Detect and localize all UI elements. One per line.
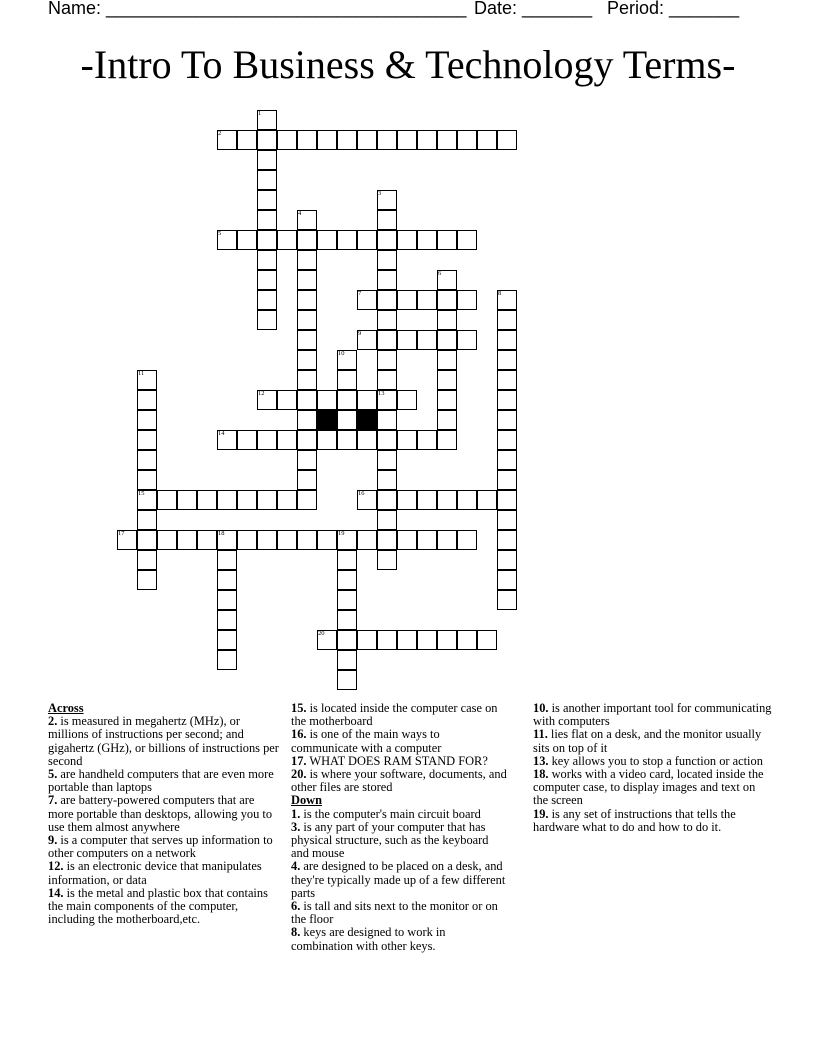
clue-column-1 (48, 702, 280, 926)
grid-cell[interactable] (217, 570, 237, 590)
grid-cell[interactable] (497, 450, 517, 470)
grid-cell[interactable] (437, 270, 457, 290)
clue-section-heading: Down (291, 793, 322, 808)
grid-cell[interactable] (497, 370, 517, 390)
grid-cell[interactable] (357, 630, 377, 650)
grid-cell[interactable] (337, 350, 357, 370)
clue-number: 18 (218, 530, 225, 537)
clue-item-number: 16. (291, 727, 307, 742)
clue-item (291, 768, 509, 794)
clue-item-text: are handheld computers that are even more portable than laptops (48, 767, 274, 795)
clue-item-number: 6. (291, 899, 301, 914)
grid-cell[interactable] (237, 130, 257, 150)
clue-column-2 (291, 702, 509, 953)
grid-cell[interactable] (157, 530, 177, 550)
grid-cell[interactable] (337, 590, 357, 610)
grid-cell[interactable] (377, 330, 397, 350)
grid-cell[interactable] (257, 270, 277, 290)
grid-cell[interactable] (377, 630, 397, 650)
grid-cell[interactable] (297, 230, 317, 250)
grid-cell[interactable] (377, 410, 397, 430)
grid-cell[interactable] (417, 490, 437, 510)
grid-cell[interactable] (137, 370, 157, 390)
grid-cell[interactable] (437, 430, 457, 450)
grid-cell[interactable] (217, 430, 237, 450)
clue-item (48, 794, 280, 834)
grid-cell[interactable] (137, 530, 157, 550)
grid-cell[interactable] (217, 230, 237, 250)
grid-cell[interactable] (417, 130, 437, 150)
grid-cell[interactable] (357, 430, 377, 450)
grid-cell[interactable] (337, 370, 357, 390)
grid-cell[interactable] (237, 430, 257, 450)
name-field[interactable]: Name: ____________________________________ (48, 0, 467, 18)
grid-cell[interactable] (217, 530, 237, 550)
grid-cell[interactable] (377, 270, 397, 290)
grid-cell[interactable] (177, 490, 197, 510)
clue-item-text: are battery-powered computers that are more portable than desktops, allowing you to use them almost anywhere (48, 793, 273, 834)
grid-cell[interactable] (377, 130, 397, 150)
grid-cell[interactable] (497, 490, 517, 510)
grid-cell[interactable] (117, 530, 137, 550)
grid-cell[interactable] (217, 590, 237, 610)
clue-item-number: 3. (291, 819, 301, 834)
grid-cell[interactable] (217, 130, 237, 150)
clue-item-number: 2. (48, 714, 58, 729)
grid-cell[interactable] (337, 610, 357, 630)
grid-cell[interactable] (497, 550, 517, 570)
grid-cell[interactable] (297, 290, 317, 310)
clue-item-number: 8. (291, 925, 301, 940)
grid-cell[interactable] (297, 310, 317, 330)
clue-number: 14 (218, 430, 225, 437)
grid-cell[interactable] (337, 390, 357, 410)
grid-cell[interactable] (497, 330, 517, 350)
grid-cell[interactable] (137, 390, 157, 410)
grid-cell[interactable] (477, 130, 497, 150)
grid-cell[interactable] (137, 430, 157, 450)
grid-cell[interactable] (337, 430, 357, 450)
clue-item (533, 728, 773, 754)
clue-item-number: 14. (48, 885, 64, 900)
grid-cell[interactable] (437, 230, 457, 250)
grid-cell[interactable] (217, 650, 237, 670)
blocked-cell (357, 410, 377, 430)
grid-cell[interactable] (137, 570, 157, 590)
grid-cell[interactable] (497, 470, 517, 490)
clue-number: 3 (378, 190, 382, 197)
clue-item (48, 860, 280, 886)
grid-cell[interactable] (317, 630, 337, 650)
grid-cell[interactable] (197, 530, 217, 550)
grid-cell[interactable] (477, 630, 497, 650)
grid-cell[interactable] (257, 490, 277, 510)
clue-item-text: is the metal and plastic box that contains the main components of the computer, including the motherboard,etc. (48, 885, 268, 927)
grid-cell[interactable] (377, 350, 397, 370)
grid-cell[interactable] (377, 310, 397, 330)
grid-cell[interactable] (297, 330, 317, 350)
clue-item-text: is tall and sits next to the monitor or on the floor (291, 899, 498, 927)
grid-cell[interactable] (417, 430, 437, 450)
grid-cell[interactable] (417, 530, 437, 550)
grid-cell[interactable] (437, 410, 457, 430)
grid-cell[interactable] (257, 310, 277, 330)
clue-item-text: is the computer's main circuit board (300, 806, 481, 821)
clue-item-text: is one of the main ways to communicate with a computer (291, 727, 442, 755)
grid-cell[interactable] (357, 330, 377, 350)
grid-cell[interactable] (377, 250, 397, 270)
clue-item (291, 926, 509, 952)
grid-cell[interactable] (177, 530, 197, 550)
grid-cell[interactable] (257, 150, 277, 170)
grid-cell[interactable] (417, 290, 437, 310)
clue-item-number: 5. (48, 767, 58, 782)
grid-cell[interactable] (297, 370, 317, 390)
grid-cell[interactable] (297, 250, 317, 270)
grid-cell[interactable] (357, 230, 377, 250)
grid-cell[interactable] (257, 130, 277, 150)
grid-cell[interactable] (137, 410, 157, 430)
grid-cell[interactable] (457, 290, 477, 310)
grid-cell[interactable] (337, 570, 357, 590)
grid-cell[interactable] (277, 530, 297, 550)
grid-cell[interactable] (357, 530, 377, 550)
grid-cell[interactable] (257, 210, 277, 230)
grid-cell[interactable] (457, 490, 477, 510)
clue-item (48, 834, 280, 860)
grid-cell[interactable] (297, 450, 317, 470)
grid-cell[interactable] (437, 290, 457, 310)
grid-cell[interactable] (277, 430, 297, 450)
grid-cell[interactable] (337, 670, 357, 690)
grid-cell[interactable] (297, 470, 317, 490)
clue-number: 8 (498, 290, 502, 297)
grid-cell[interactable] (377, 210, 397, 230)
clue-number: 7 (358, 290, 362, 297)
grid-cell[interactable] (497, 310, 517, 330)
clue-item-text: is located inside the computer case on the motherboard (291, 701, 498, 729)
grid-cell[interactable] (297, 410, 317, 430)
grid-cell[interactable] (497, 410, 517, 430)
clue-item-text: lies flat on a desk, and the monitor usually sits on top of it (533, 727, 762, 755)
grid-cell[interactable] (317, 390, 337, 410)
grid-cell[interactable] (217, 610, 237, 630)
grid-cell[interactable] (137, 510, 157, 530)
clue-item-text: keys are designed to work in combination with other keys. (291, 925, 446, 953)
grid-cell[interactable] (377, 390, 397, 410)
grid-cell[interactable] (297, 270, 317, 290)
grid-cell[interactable] (277, 490, 297, 510)
grid-cell[interactable] (257, 430, 277, 450)
grid-cell[interactable] (497, 590, 517, 610)
grid-cell[interactable] (437, 390, 457, 410)
grid-cell[interactable] (377, 230, 397, 250)
clue-item (533, 808, 773, 834)
grid-cell[interactable] (497, 570, 517, 590)
clue-item-text: key allows you to stop a function or action (548, 753, 763, 768)
clue-number: 15 (138, 490, 145, 497)
clue-item-number: 1. (291, 806, 301, 821)
grid-cell[interactable] (297, 430, 317, 450)
grid-cell[interactable] (337, 630, 357, 650)
grid-cell[interactable] (397, 630, 417, 650)
clue-item (48, 887, 280, 927)
grid-cell[interactable] (477, 490, 497, 510)
grid-cell[interactable] (257, 530, 277, 550)
clue-item-number: 20. (291, 767, 307, 782)
grid-cell[interactable] (257, 250, 277, 270)
grid-cell[interactable] (337, 550, 357, 570)
grid-cell[interactable] (417, 330, 437, 350)
clue-item (48, 715, 280, 768)
grid-cell[interactable] (257, 230, 277, 250)
grid-cell[interactable] (357, 130, 377, 150)
grid-cell[interactable] (457, 330, 477, 350)
grid-cell[interactable] (457, 230, 477, 250)
clue-item (533, 702, 773, 728)
clue-item (291, 728, 509, 754)
clue-item-number: 12. (48, 859, 64, 874)
grid-cell[interactable] (397, 290, 417, 310)
grid-cell[interactable] (217, 630, 237, 650)
blocked-cell (317, 410, 337, 430)
clue-number: 13 (378, 390, 385, 397)
grid-cell[interactable] (217, 490, 237, 510)
grid-cell[interactable] (437, 350, 457, 370)
clue-item-text: is measured in megahertz (MHz), or millions of instructions per second; and gigahertz (GHz), or billions of instructions per second (48, 714, 279, 768)
grid-cell[interactable] (357, 490, 377, 510)
clue-section-heading: Across (48, 701, 84, 715)
clue-item (291, 821, 509, 861)
grid-cell[interactable] (497, 130, 517, 150)
clue-item-text: is another important tool for communicating with computers (533, 701, 772, 729)
clue-item-text: is any part of your computer that has physical structure, such as the keyboard and mouse (291, 819, 489, 861)
grid-cell[interactable] (317, 230, 337, 250)
grid-cell[interactable] (277, 390, 297, 410)
grid-cell[interactable] (497, 290, 517, 310)
date-field[interactable]: Date: _______ (474, 0, 593, 18)
grid-cell[interactable] (457, 130, 477, 150)
clue-item-number: 4. (291, 859, 301, 874)
grid-cell[interactable] (497, 530, 517, 550)
grid-cell[interactable] (377, 430, 397, 450)
clue-item-text: is an electronic device that manipulates information, or data (48, 859, 262, 887)
clue-item-number: 10. (533, 701, 549, 715)
grid-cell[interactable] (437, 130, 457, 150)
clue-item-number: 17. (291, 753, 307, 768)
grid-cell[interactable] (397, 230, 417, 250)
grid-cell[interactable] (237, 230, 257, 250)
grid-cell[interactable] (137, 490, 157, 510)
header (48, 0, 768, 22)
clue-number: 9 (358, 330, 362, 337)
grid-cell[interactable] (317, 430, 337, 450)
clue-item-number: 9. (48, 833, 58, 848)
grid-cell[interactable] (257, 290, 277, 310)
grid-cell[interactable] (297, 130, 317, 150)
clue-item (291, 860, 509, 900)
clue-item (533, 768, 773, 808)
grid-cell[interactable] (277, 130, 297, 150)
grid-cell[interactable] (377, 290, 397, 310)
grid-cell[interactable] (357, 290, 377, 310)
clue-item-number: 11. (533, 727, 548, 742)
grid-cell[interactable] (337, 530, 357, 550)
grid-cell[interactable] (337, 130, 357, 150)
grid-cell[interactable] (377, 190, 397, 210)
grid-cell[interactable] (377, 530, 397, 550)
grid-cell[interactable] (497, 510, 517, 530)
clue-item-number: 7. (48, 793, 58, 808)
grid-cell[interactable] (497, 430, 517, 450)
grid-cell[interactable] (457, 530, 477, 550)
clue-number: 1 (258, 110, 262, 117)
clue-item-text: works with a video card, located inside the computer case, to display images and text on the screen (533, 767, 764, 808)
grid-cell[interactable] (257, 170, 277, 190)
grid-cell[interactable] (297, 390, 317, 410)
grid-cell[interactable] (137, 470, 157, 490)
clue-number: 11 (138, 370, 145, 377)
grid-cell[interactable] (417, 230, 437, 250)
grid-cell[interactable] (497, 350, 517, 370)
clue-item-text: is any set of instructions that tells the hardware what to do and how to do it. (533, 806, 736, 834)
grid-cell[interactable] (217, 550, 237, 570)
clue-item-text: is where your software, documents, and other files are stored (291, 767, 507, 795)
grid-cell[interactable] (197, 490, 217, 510)
clue-number: 5 (218, 230, 222, 237)
grid-cell[interactable] (457, 630, 477, 650)
grid-cell[interactable] (297, 490, 317, 510)
grid-cell[interactable] (137, 450, 157, 470)
grid-cell[interactable] (297, 210, 317, 230)
clue-item-number: 18. (533, 767, 549, 782)
clue-number: 6 (438, 270, 442, 277)
clue-item-text: are designed to be placed on a desk, and they're typically made up of a few different parts (291, 859, 506, 900)
grid-cell[interactable] (297, 530, 317, 550)
grid-cell[interactable] (337, 230, 357, 250)
grid-cell[interactable] (237, 490, 257, 510)
grid-cell[interactable] (377, 470, 397, 490)
clue-item-number: 15. (291, 701, 307, 715)
clue-item-text: WHAT DOES RAM STAND FOR? (306, 753, 488, 768)
clue-number: 19 (338, 530, 345, 537)
grid-cell[interactable] (397, 530, 417, 550)
grid-cell[interactable] (257, 390, 277, 410)
grid-cell[interactable] (337, 650, 357, 670)
clue-item-text: is a computer that serves up information to other computers on a network (48, 833, 273, 861)
grid-cell[interactable] (437, 310, 457, 330)
grid-cell[interactable] (497, 390, 517, 410)
grid-cell[interactable] (317, 130, 337, 150)
grid-cell[interactable] (437, 530, 457, 550)
grid-cell[interactable] (437, 330, 457, 350)
grid-cell[interactable] (257, 190, 277, 210)
grid-cell[interactable] (377, 370, 397, 390)
grid-cell[interactable] (257, 110, 277, 130)
grid-cell[interactable] (237, 530, 257, 550)
clue-number: 20 (318, 630, 325, 637)
clue-column-3 (533, 702, 773, 834)
clue-number: 4 (298, 210, 302, 217)
grid-cell[interactable] (157, 490, 177, 510)
clue-item (291, 900, 509, 926)
clue-number: 12 (258, 390, 265, 397)
grid-cell[interactable] (377, 510, 397, 530)
grid-cell[interactable] (137, 550, 157, 570)
grid-cell[interactable] (397, 390, 417, 410)
clue-number: 17 (118, 530, 125, 537)
grid-cell[interactable] (377, 490, 397, 510)
grid-cell[interactable] (297, 350, 317, 370)
clue-number: 10 (338, 350, 345, 357)
grid-cell[interactable] (357, 390, 377, 410)
grid-cell[interactable] (317, 530, 337, 550)
period-field[interactable]: Period: _______ (607, 0, 740, 18)
grid-cell[interactable] (277, 230, 297, 250)
grid-cell[interactable] (337, 410, 357, 430)
grid-cell[interactable] (397, 490, 417, 510)
grid-cell[interactable] (397, 330, 417, 350)
grid-cell[interactable] (397, 430, 417, 450)
clue-item-number: 19. (533, 806, 549, 821)
grid-cell[interactable] (397, 130, 417, 150)
grid-cell[interactable] (417, 630, 437, 650)
clue-item-number: 13. (533, 753, 549, 768)
clue-number: 16 (358, 490, 365, 497)
clue-item (48, 768, 280, 794)
grid-cell[interactable] (437, 370, 457, 390)
grid-cell[interactable] (437, 630, 457, 650)
clue-item (291, 702, 509, 728)
page-title: -Intro To Business & Technology Terms- (80, 42, 736, 87)
grid-cell[interactable] (437, 490, 457, 510)
clue-number: 2 (218, 130, 222, 137)
grid-cell[interactable] (377, 450, 397, 470)
grid-cell[interactable] (377, 550, 397, 570)
